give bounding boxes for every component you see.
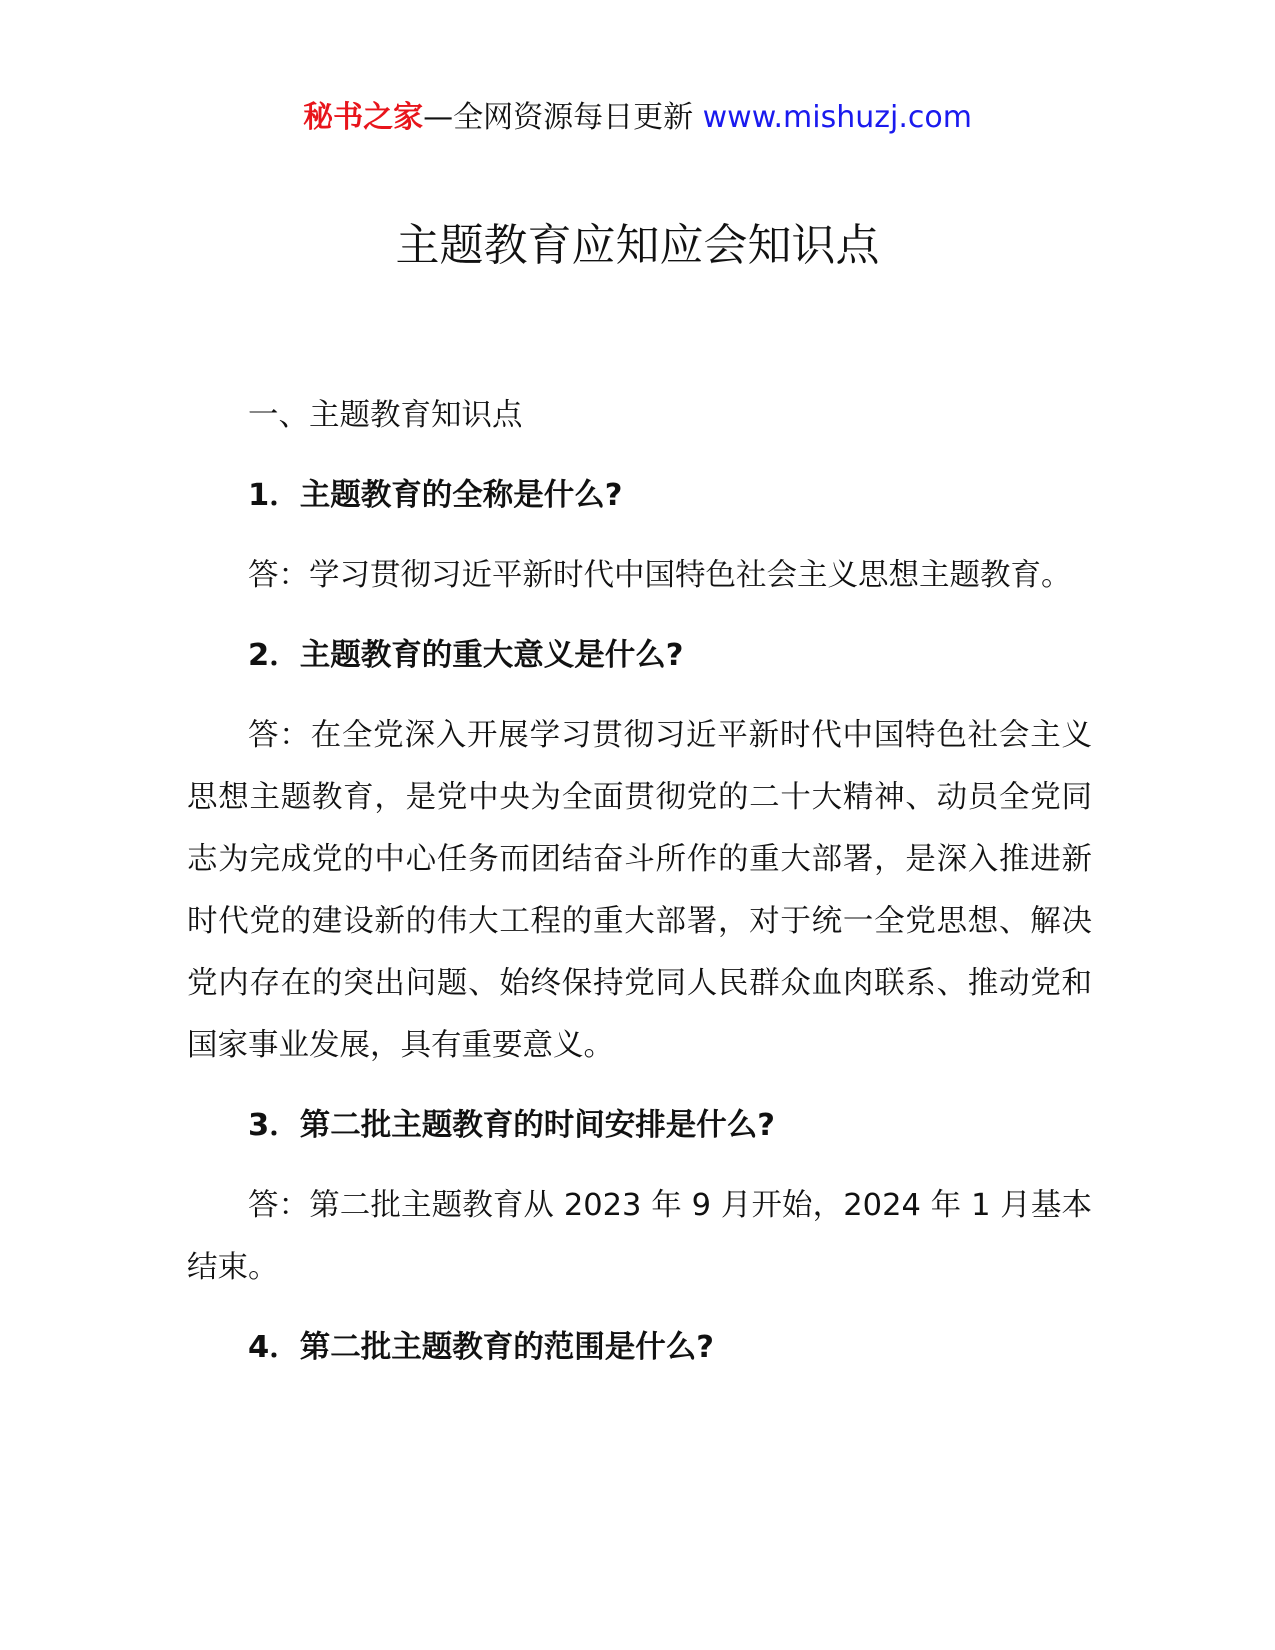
document-title: 主题教育应知应会知识点 — [395, 220, 880, 271]
brand-name: 秘书之家 — [303, 100, 424, 135]
answer-3: 答：第二批主题教育从 2023 年 9 月开始，2024 年 1 月基本结束。 — [187, 1188, 1092, 1285]
site-url-link[interactable]: www.mishuzj.com — [702, 100, 972, 135]
question-4: 4．第二批主题教育的范围是什么? — [248, 1330, 714, 1365]
header-slogan: —全网资源每日更新 — [423, 100, 703, 135]
section-heading: 一、主题教育知识点 — [248, 398, 523, 433]
answer-1: 答：学习贯彻习近平新时代中国特色社会主义思想主题教育。 — [248, 558, 1072, 593]
question-2: 2．主题教育的重大意义是什么? — [248, 638, 684, 673]
question-3: 3．第二批主题教育的时间安排是什么? — [248, 1108, 775, 1143]
answer-2: 答：在全党深入开展学习贯彻习近平新时代中国特色社会主义思想主题教育，是党中央为全面贯彻党的二十大精神、动员全党同志为完成党的中心任务而团结奋斗所作的重大部署，是深入推进新时代党的建设新的伟大工程的重大部署，对于统一全党思想、解决党内存在的突出问题、始终保持党同人民群众血肉联系、推动党和国家事业发展，具有重要意义。 — [187, 718, 1092, 1063]
site-header — [0, 98, 1275, 138]
question-1: 1．主题教育的全称是什么? — [248, 478, 623, 513]
document-body — [187, 385, 1092, 1397]
